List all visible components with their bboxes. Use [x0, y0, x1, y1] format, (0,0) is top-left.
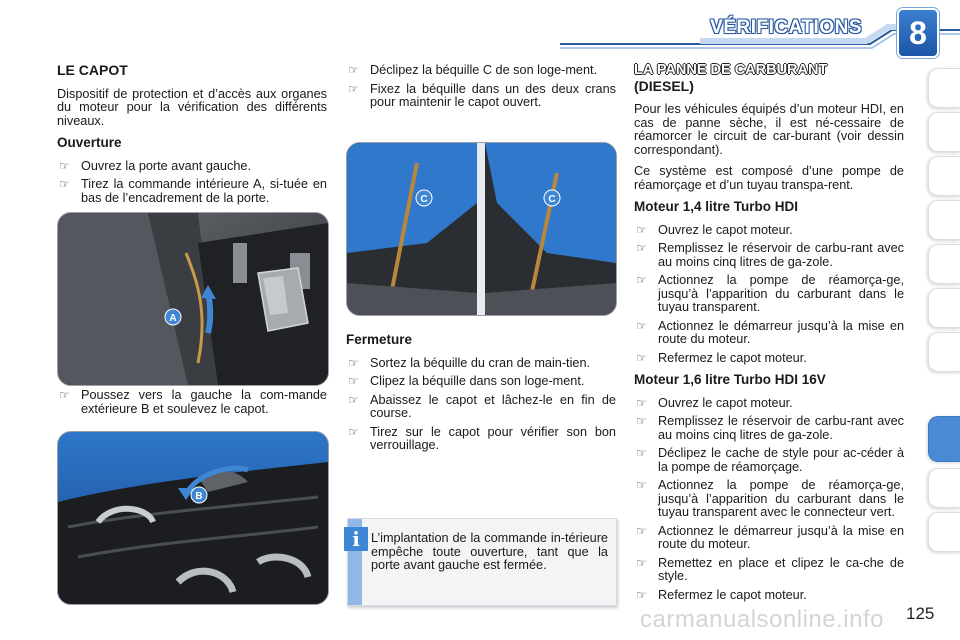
- list-item: ☞ Remplissez le réservoir de carbu-rant avec au moins cinq litres de ga-zole.: [636, 414, 904, 442]
- pointing-hand-icon: ☞: [636, 587, 647, 602]
- pointing-hand-icon: ☞: [348, 355, 359, 370]
- list-item: ☞ Sortez la béquille du cran de main-tien.: [348, 355, 591, 370]
- pointing-hand-icon: ☞: [636, 222, 647, 237]
- info-icon: i: [344, 527, 368, 551]
- opening-subtitle: Ouverture: [57, 135, 122, 150]
- callout-c-label-right: C: [548, 194, 556, 205]
- chapter-tab-7[interactable]: [928, 332, 960, 372]
- chapter-tab-9[interactable]: [928, 468, 960, 508]
- callout-c-label-left: C: [420, 194, 428, 205]
- fuel-intro-2: Ce système est composé d’une pompe de réamorçage et d’un tuyau transpa-rent.: [634, 164, 904, 192]
- strut-steps: [346, 64, 616, 110]
- engine-16-steps: [634, 397, 904, 603]
- fuel-shortage-subtitle: (DIESEL): [634, 77, 694, 94]
- list-item: ☞ Tirez sur le capot pour vérifier son bon verrouillage.: [348, 424, 616, 452]
- pointing-hand-icon: ☞: [348, 374, 359, 388]
- list-item: ☞ Ouvrez la porte avant gauche.: [59, 158, 251, 173]
- list-item: ☞ Refermez le capot moteur.: [636, 350, 807, 365]
- list-item: ☞ Refermez le capot moteur.: [636, 587, 807, 602]
- chapter-tab-3[interactable]: [928, 156, 960, 196]
- hood-intro: Dispositif de protection et d’accès aux organes du moteur pour la vérification des différents niveaux.: [57, 86, 327, 128]
- page-number: 125: [906, 604, 935, 623]
- callout-a-label: A: [169, 313, 177, 324]
- list-item: ☞ Actionnez le démarreur jusqu’à la mise en route du moteur.: [636, 318, 904, 346]
- list-item: ☞ Remplissez le réservoir de carbu-rant avec au moins cinq litres de ga-zole.: [636, 241, 904, 269]
- pointing-hand-icon: ☞: [348, 81, 359, 96]
- list-item: ☞ Déclipez la béquille C de son loge-ment.: [348, 63, 598, 77]
- pointing-hand-icon: ☞: [636, 555, 647, 570]
- exterior-lever-photo: [57, 431, 329, 605]
- hood-strut-photo: [346, 142, 617, 316]
- pointing-hand-icon: ☞: [348, 424, 359, 439]
- pointing-hand-icon: ☞: [59, 177, 70, 191]
- middle-column-closing: [346, 333, 616, 458]
- chapter-tab-1[interactable]: [928, 68, 960, 108]
- closing-subtitle: Fermeture: [346, 332, 413, 347]
- list-item: ☞ Poussez vers la gauche la com-mande extérieure B et soulevez le capot.: [59, 388, 327, 416]
- right-column: [634, 64, 904, 607]
- pointing-hand-icon: ☞: [636, 241, 647, 255]
- middle-column-top: [346, 64, 616, 115]
- left-column-step-3: [57, 389, 327, 421]
- page-header: [0, 0, 960, 60]
- pointing-hand-icon: ☞: [636, 414, 647, 428]
- chapter-tab-10[interactable]: [928, 512, 960, 552]
- callout-b-label: B: [195, 491, 203, 502]
- fuel-shortage-title: LA PANNE DE CARBURANT: [634, 62, 828, 78]
- pointing-hand-icon: ☞: [636, 478, 647, 492]
- chapter-tabs: [928, 68, 960, 574]
- pointing-hand-icon: ☞: [348, 63, 359, 77]
- chapter-number-badge: 8: [897, 8, 939, 58]
- left-column: [57, 64, 327, 210]
- list-item: ☞ Tirez la commande intérieure A, si-tuée en bas de l’encadrement de la porte.: [59, 177, 327, 205]
- watermark: carmanualsonline.info: [640, 606, 884, 633]
- list-item: ☞ Clipez la béquille dans son loge-ment.: [348, 374, 585, 388]
- engine-14-title: Moteur 1,4 litre Turbo HDI: [634, 199, 799, 214]
- engine-16-title: Moteur 1,6 litre Turbo HDI 16V: [634, 372, 826, 387]
- list-item: ☞ Ouvrez le capot moteur.: [636, 395, 793, 410]
- closing-steps: [346, 357, 616, 453]
- pointing-hand-icon: ☞: [636, 523, 647, 538]
- list-item: ☞ Déclipez le cache de style pour ac-céder à la pompe de réamorçage.: [636, 446, 904, 474]
- chapter-tab-4[interactable]: [928, 200, 960, 240]
- list-item: ☞ Actionnez la pompe de réamorça-ge, jusqu’à l’apparition du carburant dans le tuyau transparent.: [636, 273, 904, 314]
- info-note: [347, 518, 617, 606]
- pointing-hand-icon: ☞: [636, 395, 647, 410]
- chapter-tab-2[interactable]: [928, 112, 960, 152]
- opening-steps: [57, 160, 327, 206]
- pointing-hand-icon: ☞: [636, 446, 647, 460]
- pointing-hand-icon: ☞: [59, 158, 70, 173]
- chapter-tab-8-active[interactable]: [928, 416, 960, 462]
- info-note-text: L’implantation de la commande in-térieure empêche toute ouverture, tant que la porte avant gauche est fermée.: [371, 531, 608, 572]
- pointing-hand-icon: ☞: [636, 350, 647, 365]
- list-item: ☞ Abaissez le capot et lâchez-le en fin de course.: [348, 392, 616, 420]
- interior-photo-illustration: [58, 213, 328, 385]
- strut-photo-illustration: [347, 143, 616, 315]
- list-item: ☞ Actionnez le démarreur jusqu’à la mise en route du moteur.: [636, 523, 904, 551]
- list-item: ☞ Remettez en place et clipez le ca-che de style.: [636, 555, 904, 583]
- list-item: ☞ Ouvrez le capot moteur.: [636, 222, 793, 237]
- exterior-photo-illustration: [58, 432, 328, 604]
- section-title: VÉRIFICATIONS: [710, 17, 862, 38]
- chapter-tab-6[interactable]: [928, 288, 960, 328]
- fuel-intro-1: Pour les véhicules équipés d’un moteur HDI, en cas de panne sèche, il est né-cessaire de réamorcer le circuit de car-burant (voir dessin correspondant).: [634, 102, 904, 157]
- pointing-hand-icon: ☞: [636, 318, 647, 333]
- pointing-hand-icon: ☞: [348, 392, 359, 407]
- engine-14-steps: [634, 224, 904, 366]
- pointing-hand-icon: ☞: [636, 273, 647, 287]
- pointing-hand-icon: ☞: [59, 388, 70, 402]
- list-item: ☞ Fixez la béquille dans un des deux crans pour maintenir le capot ouvert.: [348, 81, 616, 109]
- chapter-tab-5[interactable]: [928, 244, 960, 284]
- hood-title: LE CAPOT: [57, 62, 128, 78]
- list-item: ☞ Actionnez la pompe de réamorça-ge, jusqu’à l’apparition du carburant dans le tuyau transparent avec le connecteur vert.: [636, 478, 904, 519]
- interior-lever-photo: [57, 212, 329, 386]
